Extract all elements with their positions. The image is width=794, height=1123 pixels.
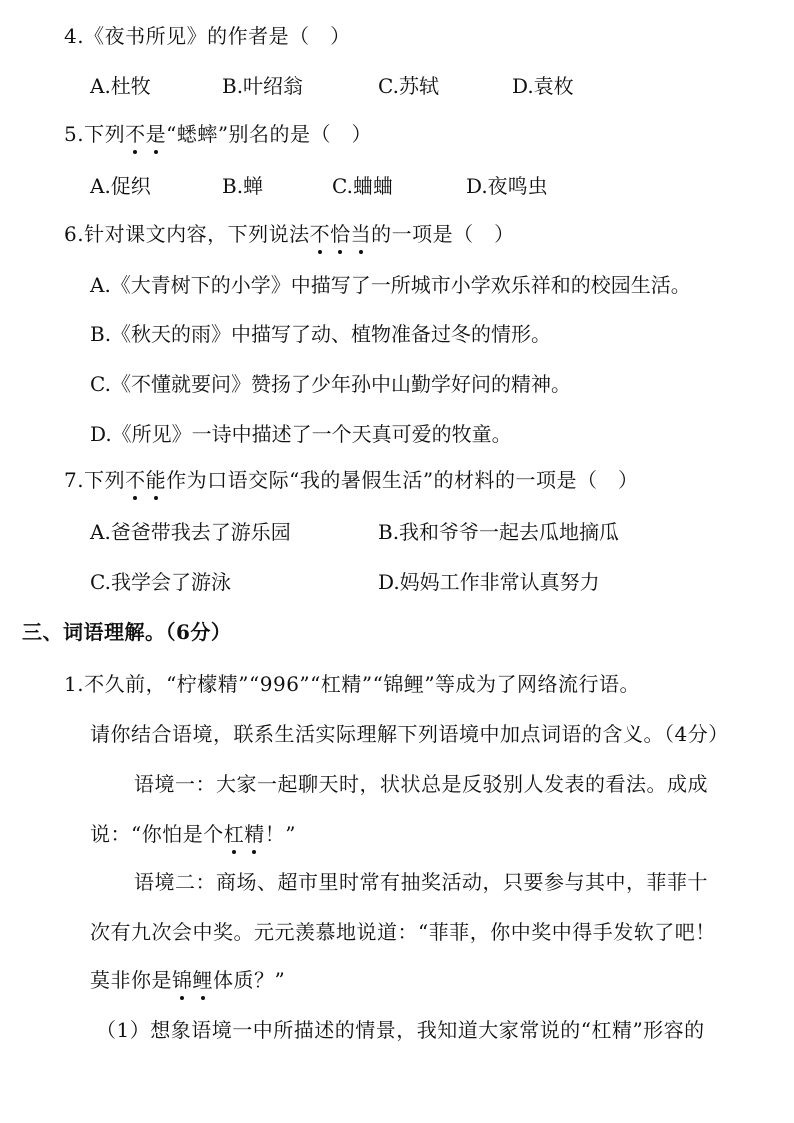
emphasis-dot-char: 锦 [172, 968, 193, 992]
q5-stem-text-after: “蟋蟀”别名的是（ ） [166, 122, 373, 146]
question-5-stem [64, 120, 372, 148]
section-3-q1-line-2: 请你结合语境，联系生活实际理解下列语境中加点词语的含义。（4分） [90, 722, 729, 746]
emphasis-dot-char: 不 [125, 122, 146, 146]
question-7-option-c[interactable]: C.我学会了游泳 [90, 570, 231, 594]
q6-stem-text-after: 的一项是（ ） [371, 222, 515, 246]
question-6-option-d[interactable]: D.《所见》一诗中描述了一个天真可爱的牧童。 [90, 422, 512, 446]
sub-question-1: （1）想象语境一中所描述的情景，我知道大家常说的“杠精”形容的 [96, 1018, 705, 1042]
question-7-option-a[interactable]: A.爸爸带我去了游乐园 [90, 520, 291, 544]
question-4-option-d[interactable]: D.袁枚 [512, 74, 574, 98]
question-5-option-c[interactable]: C.蛐蛐 [332, 174, 393, 198]
section-3-title: 三、词语理解。（6分） [22, 620, 232, 644]
context-2-line-1: 语境二：商场、超市里时常有抽奖活动，只要参与其中，菲菲十 [134, 870, 708, 894]
ctx1-text-before: 说：“你怕是个 [90, 822, 224, 846]
ctx1-text-after: ！” [264, 822, 296, 846]
question-6-option-c[interactable]: C.《不懂就要问》赞扬了少年孙中山勤学好问的精神。 [90, 372, 571, 396]
context-2-line-3 [90, 966, 285, 994]
emphasis-dot-char: 不 [309, 222, 331, 246]
emphasis-dot-char: 恰 [330, 222, 351, 246]
question-7-option-b[interactable]: B.我和爷爷一起去瓜地摘瓜 [378, 520, 620, 544]
emphasis-dot-char: 杠 [223, 822, 245, 846]
question-7-stem [64, 466, 639, 494]
context-1-line-2 [90, 820, 296, 848]
emphasis-dot-char: 鲤 [192, 968, 213, 992]
question-4-option-c[interactable]: C.苏轼 [378, 74, 439, 98]
question-6-option-b[interactable]: B.《秋天的雨》中描写了动、植物准备过冬的情形。 [90, 322, 552, 346]
q7-stem-text-before: 7.下列 [64, 468, 126, 492]
question-6-option-a[interactable]: A.《大青树下的小学》中描写了一所城市小学欢乐祥和的校园生活。 [90, 273, 691, 297]
question-5-option-d[interactable]: D.夜鸣虫 [466, 174, 548, 198]
emphasis-dot-char: 是 [145, 122, 167, 146]
emphasis-dot-char: 不 [125, 468, 146, 492]
question-4-option-b[interactable]: B.叶绍翁 [222, 74, 304, 98]
ctx2-text-after: 体质？” [213, 968, 286, 992]
q6-stem-text-before: 6.针对课文内容，下列说法 [64, 222, 310, 246]
question-6-stem [64, 220, 515, 248]
question-5-option-a[interactable]: A.促织 [90, 174, 151, 198]
question-4-option-a[interactable]: A.杜牧 [90, 74, 151, 98]
emphasis-dot-char: 能 [145, 468, 167, 492]
question-4-stem: 4.《夜书所见》的作者是（ ） [64, 24, 351, 48]
q5-stem-text-before: 5.下列 [64, 122, 126, 146]
question-5-option-b[interactable]: B.蝉 [222, 174, 264, 198]
question-7-option-d[interactable]: D.妈妈工作非常认真努力 [378, 570, 600, 594]
emphasis-dot-char: 精 [244, 822, 265, 846]
context-1-line-1: 语境一：大家一起聊天时，状状总是反驳别人发表的看法。成成 [134, 772, 708, 796]
context-2-line-2: 次有九次会中奖。元元羡慕地说道：“菲菲，你中奖中得手发软了吧！ [90, 920, 716, 944]
emphasis-dot-char: 当 [350, 222, 372, 246]
section-3-q1-line-1: 1.不久前，“柠檬精”“996”“杠精”“锦鲤”等成为了网络流行语。 [64, 672, 641, 696]
q7-stem-text-after: 作为口语交际“我的暑假生活”的材料的一项是（ ） [166, 468, 639, 492]
ctx2-text-before: 莫非你是 [90, 968, 172, 992]
